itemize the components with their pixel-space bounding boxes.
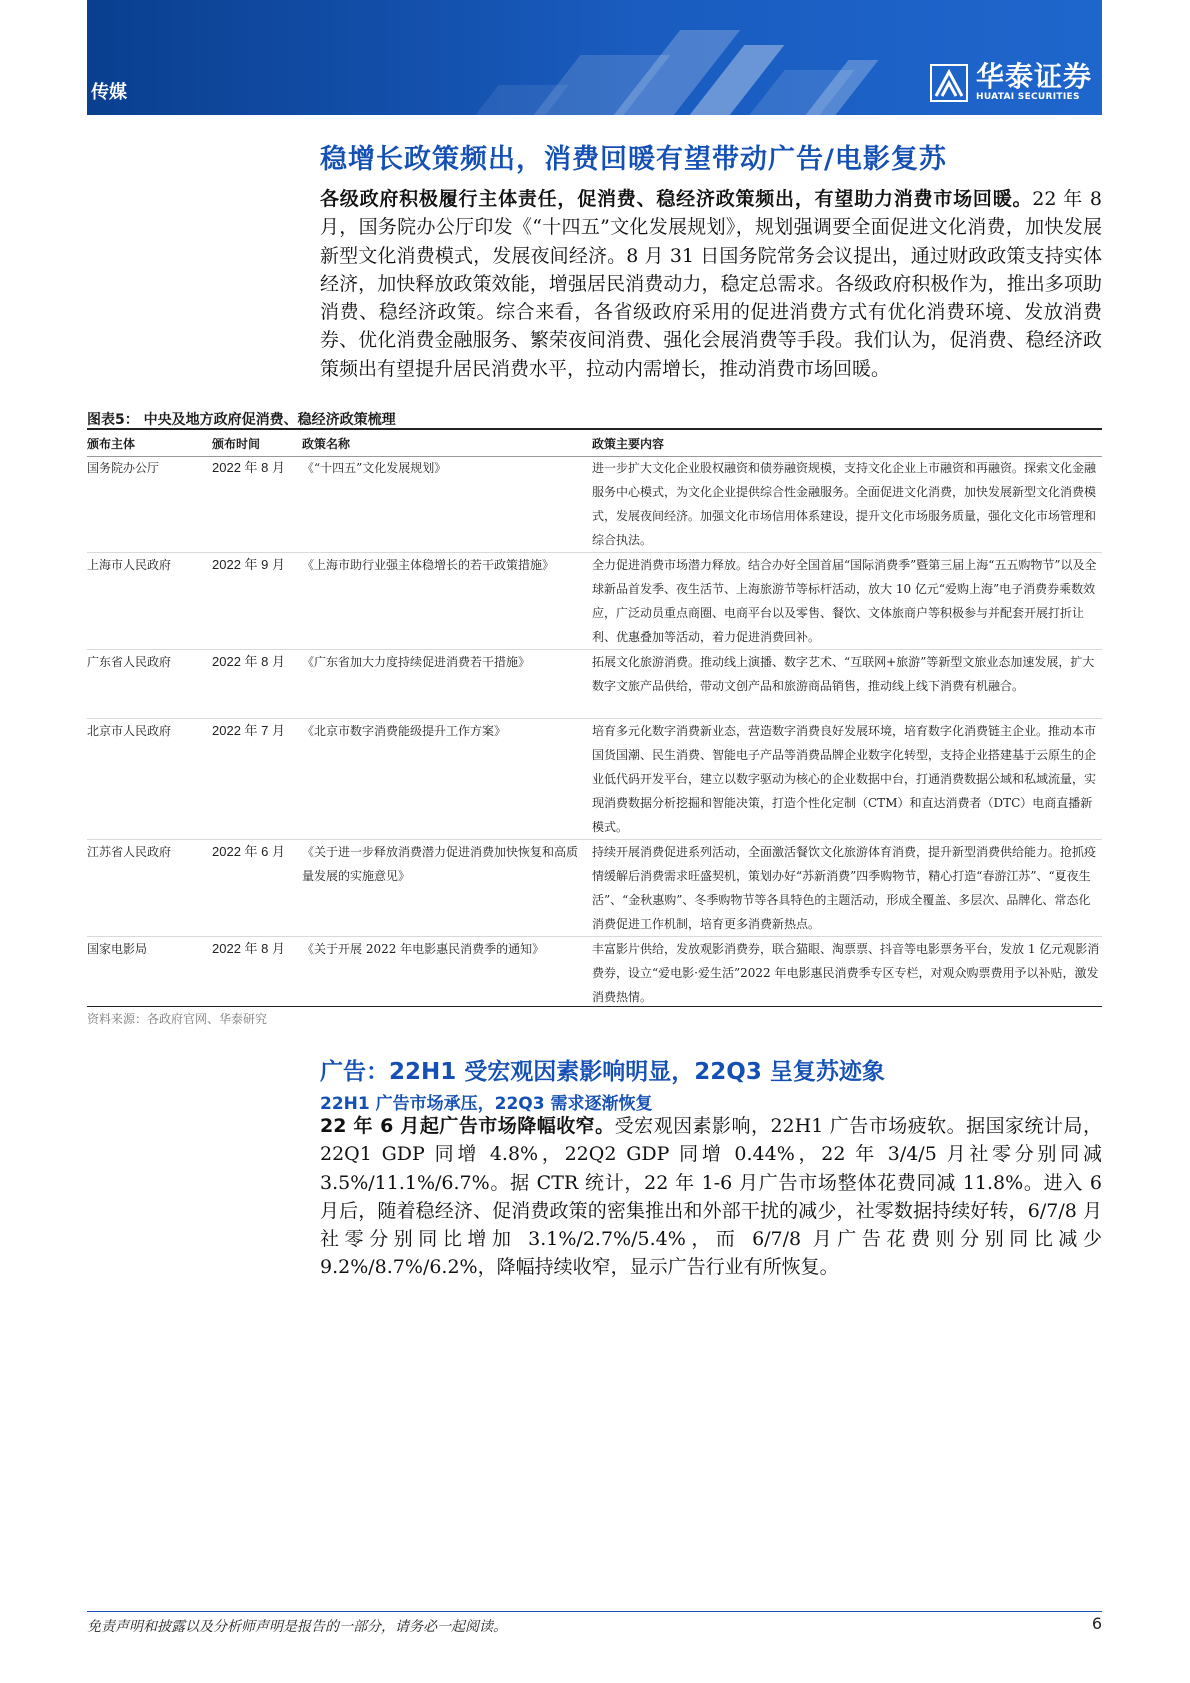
page-title: 稳增长政策频出，消费回暖有望带动广告/电影复苏 xyxy=(320,144,947,175)
intro-paragraph xyxy=(320,185,1102,383)
table-row xyxy=(87,937,1102,1010)
table-header-issuer: 颁布主体 xyxy=(87,437,136,451)
cell-content: 进一步扩大文化企业股权融资和债券融资规模，支持文化企业上市融资和再融资。探索文化金融服务中心模式，为文化企业提供综合性金融服务。全面促进文化消费，加快发展新型文化消费模式，发展夜间经济。加强文化市场信用体系建设，提升文化市场服务质量，强化文化市场管理和综合执法。 xyxy=(592,456,1102,553)
section-subheading: 22H1 广告市场承压，22Q3 需求逐渐恢复 xyxy=(320,1094,653,1114)
cell-policy: 《上海市助行业强主体稳增长的若干政策措施》 xyxy=(302,553,592,650)
cell-issuer: 江苏省人民政府 xyxy=(87,840,212,937)
header-banner xyxy=(87,0,1102,115)
brand-logo xyxy=(930,62,1092,103)
cell-date: 2022 年 8 月 xyxy=(212,650,302,719)
cell-issuer: 国家电影局 xyxy=(87,942,148,956)
footer-rule xyxy=(87,1611,1102,1612)
intro-text: 22 年 8 月，国务院办公厅印发《“十四五”文化发展规划》，规划强调要全面促进文化消费，加快发展新型文化消费模式，发展夜间经济。8 月 31 日国务院常务会议提出，通过财政政策支持实体经济，加快释放政策效能，增强居民消费动力，稳定总需求。各级政府积极作为，推出多项助消费、稳经济政策。综合来看，各省级政府采用的促进消费方式有优化消费环境、发放消费券、优化消费金融服务、繁荣夜间消费、强化会展消费等手段。我们认为，促消费、稳经济政策频出有望提升居民消费水平，拉动内需增长，推动消费市场回暖。 xyxy=(320,188,1102,380)
cell-issuer: 国务院办公厅 xyxy=(87,456,212,553)
table-row xyxy=(87,719,1102,840)
cell-date: 2022 年 8 月 xyxy=(212,456,302,553)
cell-date: 2022 年 6 月 xyxy=(212,840,302,937)
cell-content: 培育多元化数字消费新业态，营造数字消费良好发展环境，培育数字化消费链主企业。推动本市国货国潮、民生消费、智能电子产品等消费品牌企业数字化转型，支持企业搭建基于云原生的企业低代码开发平台，建立以数字驱动为核心的企业数据中台，打通消费数据公域和私域流量，实现消费数据分析挖掘和智能决策，打造个性化定制（CTM）和直达消费者（DTC）电商直播新模式。 xyxy=(592,719,1102,840)
table-header-policy: 政策名称 xyxy=(302,437,351,451)
table-row xyxy=(87,553,1102,650)
table-row xyxy=(87,840,1102,937)
intro-lead: 各级政府积极履行主体责任，促消费、稳经济政策频出，有望助力消费市场回暖。 xyxy=(320,188,1033,210)
cell-issuer: 上海市人民政府 xyxy=(87,553,212,650)
figure-caption: 图表5： 中央及地方政府促消费、稳经济政策梳理 xyxy=(87,412,396,428)
page-number: 6 xyxy=(1091,1614,1102,1633)
table-row xyxy=(87,456,1102,553)
cell-policy: 《关于进一步释放消费潜力促进消费加快恢复和高质量发展的实施意见》 xyxy=(302,840,592,937)
table-top-rule xyxy=(87,428,1102,430)
cell-content: 拓展文化旅游消费。推动线上演播、数字艺术、“互联网+旅游”等新型文旅业态加速发展，扩大数字文旅产品供给，带动文创产品和旅游商品销售，推动线上线下消费有机融合。 xyxy=(592,650,1102,719)
table-bottom-rule xyxy=(87,1006,1102,1007)
cell-policy: 《北京市数字消费能级提升工作方案》 xyxy=(302,719,592,840)
cell-policy: 《“十四五”文化发展规划》 xyxy=(302,456,592,553)
cell-content: 持续开展消费促进系列活动，全面激活餐饮文化旅游体育消费，提升新型消费供给能力。抢抓疫情缓解后消费需求旺盛契机，策划办好“苏新消费”四季购物节，精心打造“春游江苏”、“夏夜生活”、“金秋惠购”、冬季购物节等各具特色的主题活动，形成全覆盖、多层次、品牌化、常态化消费促进工作机制，培育更多消费新热点。 xyxy=(592,840,1102,937)
footer-disclaimer: 免责声明和披露以及分析师声明是报告的一部分，请务必一起阅读。 xyxy=(87,1619,507,1635)
cell-date: 2022 年 9 月 xyxy=(212,553,302,650)
table-row xyxy=(87,650,1102,719)
logo-text-cn: 华泰证券 xyxy=(975,60,1092,93)
policy-table xyxy=(87,431,1102,1009)
cell-content: 全力促进消费市场潜力释放。结合办好全国首届“国际消费季”暨第三届上海“五五购物节”以及全球新品首发季、夜生活节、上海旅游节等标杆活动，放大 10 亿元“爱购上海”电子消费券乘数效应，广泛动员重点商圈、电商平台以及零售、餐饮、文体旅商户等积极参与并配套开展打折让利、优惠叠加等活动，着力促进消费回补。 xyxy=(592,553,1102,650)
section-label: 传媒 xyxy=(91,82,127,103)
table-header-content: 政策主要内容 xyxy=(592,437,665,451)
figure-source: 资料来源：各政府官网、华泰研究 xyxy=(87,1012,268,1026)
cell-policy: 《关于开展 2022 年电影惠民消费季的通知》 xyxy=(302,942,545,956)
ad-market-text: 受宏观因素影响，22H1 广告市场疲软。据国家统计局，22Q1 GDP 同增 4.8%，22Q2 GDP 同增 0.44%，22 年 3/4/5 月社零分别同减 3.5%/11.1%/6.7%。据 CTR 统计，22 年 1-6 月广告市场整体花费同减 11.8%。进入 6 月后，随着稳经济、促消费政策的密集推出和外部干扰的减少，社零数据持续好转，6/7/8 月社零分别同比增加 3.1%/2.7%/5.4%，而 6/7/8 月广告花费则分别同比减少 9.2%/8.7%/6.2%，降幅持续收窄，显示广告行业有所恢复。 xyxy=(320,1115,1102,1279)
cell-issuer: 北京市人民政府 xyxy=(87,719,212,840)
cell-date: 2022 年 7 月 xyxy=(212,719,302,840)
table-header-date: 颁布时间 xyxy=(212,437,261,451)
logo-mark-icon xyxy=(930,64,968,102)
cell-issuer: 广东省人民政府 xyxy=(87,650,212,719)
ad-market-paragraph xyxy=(320,1112,1102,1282)
logo-text-en: HUATAI SECURITIES xyxy=(975,92,1080,102)
ad-market-lead: 22 年 6 月起广告市场降幅收窄。 xyxy=(320,1115,615,1137)
section-heading: 广告：22H1 受宏观因素影响明显，22Q3 呈复苏迹象 xyxy=(320,1059,885,1085)
cell-date: 2022 年 8 月 xyxy=(212,941,285,956)
cell-content: 丰富影片供给，发放观影消费券，联合猫眼、淘票票、抖音等电影票务平台，发放 1 亿元观影消费券，设立“爱电影·爱生活”2022 年电影惠民消费季专区专栏，对观众购票费用予以补贴，激发消费热情。 xyxy=(592,942,1100,1004)
cell-policy: 《广东省加大力度持续促进消费若干措施》 xyxy=(302,650,592,719)
